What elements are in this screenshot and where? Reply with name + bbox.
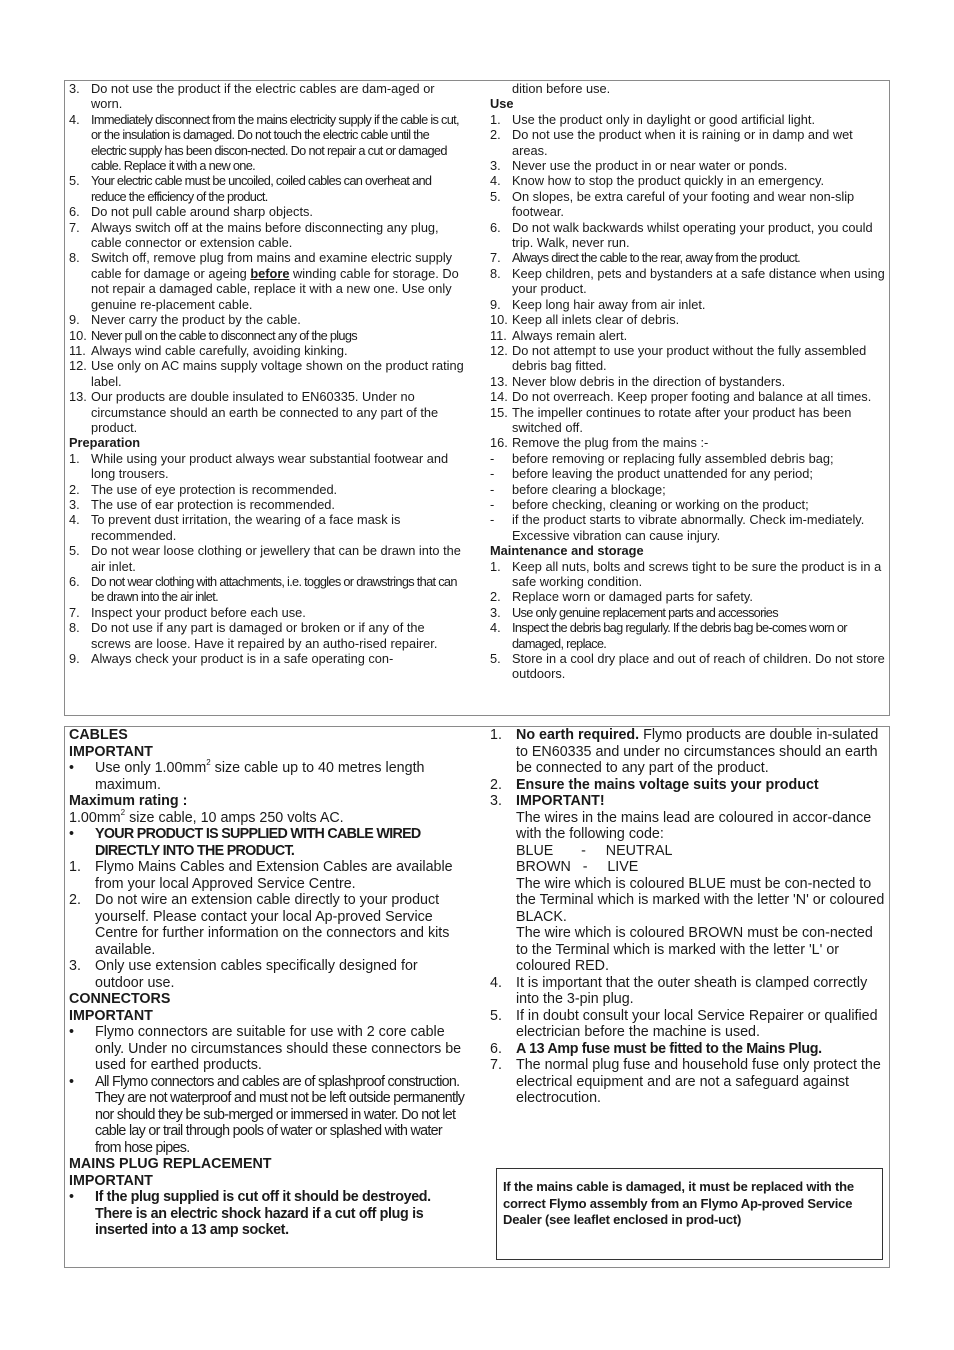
cable-safety-list: [69, 81, 465, 435]
list-item: [69, 620, 465, 651]
item-number: •: [69, 1073, 75, 1090]
list-item: [69, 651, 465, 666]
item-number: 15.: [490, 404, 508, 420]
list-item: [490, 482, 886, 497]
item-text: Use the product only in daylight or good artificial light.: [512, 111, 816, 127]
item-number: 6.: [490, 219, 501, 235]
item-text: Do not overreach. Keep proper footing and balance at all times.: [512, 389, 872, 405]
item-text: Never blow debris in the direction of bystanders.: [512, 373, 786, 389]
list-item: [69, 173, 465, 204]
list-item: [69, 312, 465, 327]
item-text: The use of eye protection is recommended.: [91, 481, 338, 497]
item-number: -: [490, 512, 495, 528]
item-text: Do not walk backwards whilst operating your product, you could trip. Walk, never run.: [512, 219, 873, 251]
item-text: if the product starts to vibrate abnormally. Check im-mediately. Excessive vibration can cause injury.: [512, 512, 865, 543]
list-item: [69, 512, 465, 543]
list-item: 3. IMPORTANT!: [490, 793, 886, 810]
item-text: Immediately disconnect from the mains electricity supply if the cable is cut, or the insulation is damaged. Do not touch the electric cable until the electric supply has been discon-nected. Do not repair a cut or damaged cable. Replace it with a new one.: [91, 111, 459, 174]
item-number: 2.: [490, 127, 501, 143]
item-number: 1.: [69, 859, 81, 875]
bullet: •: [69, 1189, 75, 1205]
item-text: Know how to stop the product quickly in an emergency.: [512, 173, 825, 189]
list-item: [490, 297, 886, 312]
continued-text: dition before use.: [512, 81, 611, 96]
item-number: 12.: [490, 342, 508, 358]
item-text: Inspect the debris bag regularly. If the debris bag be-comes worn or damaged, replace.: [512, 620, 847, 651]
list-item: [69, 1189, 469, 1239]
item-number: -: [490, 496, 495, 512]
item-text: Keep all nuts, bolts and screws tight to be sure the product is in a safe working condition.: [512, 558, 882, 589]
list-item: [69, 204, 465, 219]
cable-size-text: Use only $1.00mm^2$ size cable up to 40 metres length maximum.: [95, 758, 425, 793]
list-item: [490, 651, 886, 682]
item-number: 9.: [490, 296, 501, 312]
item-number: 2.: [490, 589, 501, 605]
item-text: Switch off, remove plug from mains and examine electric supply cable for damage or ageing before winding cable for storage. Do not repair a damaged cable, replace it with a new one. Use only genuine re-placement cable.: [91, 250, 459, 312]
preparation-list: [69, 451, 465, 667]
item-text: Only use extension cables specifically designed for outdoor use.: [95, 958, 418, 991]
blue-wire-text: The wire which is coloured BLUE must be con-nected to the Terminal which is marked with the letter 'N' or coloured BLACK.: [516, 875, 885, 925]
item-text: Keep long hair away from air inlet.: [512, 296, 706, 312]
wiring-column: [490, 727, 886, 1107]
list-item: [490, 559, 886, 590]
list-item: [69, 574, 465, 605]
list-item: [69, 497, 465, 512]
list-item: [69, 859, 469, 892]
list-item: [69, 328, 465, 343]
list-item: 7. The normal plug fuse and household fuse only protect the electrical equipment and are not a safeguard against electrocution.: [490, 1057, 881, 1106]
item-number: 12.: [69, 358, 87, 374]
item-text: Do not pull cable around sharp objects.: [91, 204, 313, 220]
damaged-cable-notice: If the mains cable is damaged, it must be replaced with the correct Flymo assembly from an Flymo Ap-proved Service Dealer (see leaflet enclosed in prod-uct): [496, 1168, 883, 1260]
list-item: [69, 826, 469, 859]
supplied-cable-text: YOUR PRODUCT IS SUPPLIED WITH CABLE WIRED DIRECTLY INTO THE PRODUCT.: [95, 826, 421, 859]
list-item: [490, 435, 886, 450]
list-item: [490, 589, 886, 604]
item-number: 3.: [69, 958, 81, 974]
item-text: Your electric cable must be uncoiled, coiled cables can overheat and reduce the efficiency of the product.: [91, 173, 432, 204]
item-number: -: [490, 466, 495, 482]
item-text: Replace worn or damaged parts for safety.: [512, 589, 753, 605]
item-text: Use only on AC mains supply voltage shown on the product rating label.: [91, 358, 464, 389]
item-text: Always remain alert.: [512, 327, 628, 343]
wire-code-text: The wires in the mains lead are coloured in accor-dance with the following code:: [516, 809, 872, 842]
item-number: 3.: [490, 158, 501, 174]
item-number: 10.: [69, 327, 87, 343]
item-number: -: [490, 450, 495, 466]
item-text: The use of ear protection is recommended.: [91, 496, 335, 512]
item-number: 11.: [490, 327, 507, 343]
list-item: [490, 343, 886, 374]
list-item: [490, 512, 886, 543]
list-item: [490, 620, 886, 651]
rating-text: $1.00mm^2$ size cable, 10 amps 250 volts AC.: [69, 807, 344, 826]
list-item: [69, 343, 465, 358]
brown-wire-text: The wire which is coloured BROWN must be con-nected to the Terminal which is marked with the letter 'L' or coloured RED.: [516, 925, 873, 974]
item-number: 6.: [69, 574, 80, 589]
list-item: [69, 543, 465, 574]
item-number: 3.: [490, 604, 501, 620]
list-item: [490, 466, 886, 481]
item-text: Our products are double insulated to EN60335. Under no circumstance should an earth be connected to any part of the product.: [91, 389, 439, 435]
list-item: [69, 389, 465, 435]
item-number: 2.: [69, 481, 80, 497]
important-label: IMPORTANT!: [516, 793, 605, 809]
cables-heading: CABLES: [69, 727, 128, 743]
important-label: IMPORTANT: [69, 1007, 153, 1024]
item-text: Flymo Mains Cables and Extension Cables are available from your local Approved Service Centre.: [95, 859, 453, 892]
list-item: [69, 1024, 469, 1074]
list-item: [490, 497, 886, 512]
list-item: [490, 266, 886, 297]
item-text: All Flymo connectors and cables are of splashproof construction. They are not waterproof and must not be left outside permanently nor should they be sub-merged or immersed in water. Do not let cable lay or trail through pools of water or splashed with water from hose pipes.: [95, 1073, 465, 1156]
item-text: Do not wear clothing with attachments, i.e. toggles or drawstrings that can be drawn into the air inlet.: [91, 574, 457, 605]
item-number: -: [490, 481, 495, 497]
connectors-list: [69, 1024, 469, 1156]
fuse-label: A 13 Amp fuse must be fitted to the Mains Plug.: [516, 1040, 822, 1057]
list-item: [69, 358, 465, 389]
item-text: before checking, cleaning or working on the product;: [512, 496, 809, 512]
item-number: 5.: [490, 651, 501, 667]
item-text: Always check your product is in a safe operating con-: [91, 651, 394, 667]
item-text: Always switch off at the mains before disconnecting any plug, cable connector or extension cable.: [91, 219, 439, 251]
plug-heading: MAINS PLUG REPLACEMENT: [69, 1156, 272, 1172]
list-item: [490, 374, 886, 389]
right-column: [490, 81, 886, 682]
item-number: 4.: [69, 512, 80, 528]
list-item: [490, 127, 886, 158]
item-text: The impeller continues to rotate after your product has been switched off.: [512, 404, 852, 435]
list-item: [69, 250, 465, 312]
item-number: 13.: [69, 389, 87, 405]
important-label: IMPORTANT: [69, 743, 153, 760]
item-number: 1.: [490, 111, 501, 127]
list-item: [69, 760, 469, 793]
max-rating-heading: Maximum rating :: [69, 793, 188, 809]
list-item: [69, 220, 465, 251]
plug-warning-text: If the plug supplied is cut off it should be destroyed. There is an electric shock hazard if a cut off plug is inserted into a 13 amp socket.: [95, 1189, 431, 1238]
item-text: Do not wire an extension cable directly to your product yourself. Please contact your local Ap-proved Service Centre for further information on the connectors and kits available.: [95, 892, 450, 958]
item-text: Keep all inlets clear of debris.: [512, 312, 680, 328]
safety-instructions-panel: [64, 80, 890, 716]
bullet: •: [69, 760, 75, 776]
important-label: IMPORTANT: [69, 1172, 153, 1189]
list-item: [490, 158, 886, 173]
item-text: before leaving the product unattended for any period;: [512, 466, 813, 482]
use-list: [490, 112, 886, 543]
cables-list: [69, 859, 469, 991]
list-item: [490, 328, 886, 343]
item-number: 4.: [490, 173, 501, 189]
item-number: 5.: [69, 543, 80, 559]
list-item: [490, 389, 886, 404]
item-text: Do not use the product if the electric cables are dam-aged or worn.: [91, 81, 435, 112]
list-item: [69, 605, 465, 620]
item-number: 7.: [69, 219, 80, 235]
item-text: Always direct the cable to the rear, away from the product.: [512, 250, 801, 266]
list-item: [490, 220, 886, 251]
list-item: 6. A 13 Amp fuse must be fitted to the Mains Plug.: [490, 1041, 886, 1058]
item-text: Never pull on the cable to disconnect any of the plugs: [91, 327, 357, 343]
list-item: 2. Ensure the mains voltage suits your product: [490, 777, 886, 794]
item-text: Use only genuine replacement parts and accessories: [512, 604, 778, 620]
item-number: 7.: [69, 604, 80, 620]
item-number: 8.: [490, 265, 501, 281]
item-text: While using your product always wear substantial footwear and long trousers.: [91, 450, 449, 482]
list-item: [490, 312, 886, 327]
item-number: 1.: [490, 558, 501, 574]
list-item: [69, 112, 465, 174]
list-item: 4. It is important that the outer sheath is clamped correctly into the 3-pin plug.: [490, 974, 868, 1007]
item-text: before removing or replacing fully assembled debris bag;: [512, 450, 834, 466]
item-text: Flymo connectors are suitable for use with 2 core cable only. Under no circumstances should these connectors be used for earthed products.: [95, 1024, 462, 1073]
item-number: 7.: [490, 250, 501, 266]
cables-column: [69, 727, 469, 1239]
maintenance-heading: Maintenance and storage: [490, 543, 644, 559]
item-text: Never use the product in or near water or ponds.: [512, 158, 788, 174]
list-item: [490, 112, 886, 127]
maintenance-list: [490, 559, 886, 682]
item-text: Do not use if any part is damaged or broken or if any of the screws are loose. Have it repaired by an autho-rised repairer.: [91, 620, 438, 651]
item-number: 14.: [490, 389, 508, 405]
item-number: 1.: [69, 450, 80, 466]
item-number: 8.: [69, 620, 80, 636]
list-item: [69, 451, 465, 482]
brown-code: BROWN - LIVE: [516, 859, 639, 875]
list-item: [69, 482, 465, 497]
item-text: Never carry the product by the cable.: [91, 312, 301, 328]
use-heading: Use: [490, 96, 514, 112]
list-item: [69, 1074, 469, 1157]
item-number: 4.: [69, 111, 80, 127]
left-column: [69, 81, 465, 666]
item-number: 8.: [69, 250, 80, 266]
item-number: 4.: [490, 620, 501, 636]
list-item: [490, 189, 886, 220]
item-number: 10.: [490, 312, 508, 328]
item-text: before clearing a blockage;: [512, 481, 666, 497]
list-item: [490, 173, 886, 188]
list-item: [69, 892, 469, 958]
item-number: 3.: [69, 496, 80, 512]
voltage-label: Ensure the mains voltage suits your product: [516, 776, 819, 793]
item-text: Inspect your product before each use.: [91, 604, 306, 620]
item-text: Store in a cool dry place and out of reach of children. Do not store outdoors.: [512, 651, 885, 682]
item-text: To prevent dust irritation, the wearing of a face mask is recommended.: [91, 512, 401, 543]
bullet: •: [69, 826, 75, 842]
list-item: [69, 958, 469, 991]
item-number: 16.: [490, 435, 508, 451]
item-text: Always wind cable carefully, avoiding kinking.: [91, 342, 348, 358]
preparation-heading: Preparation: [69, 435, 141, 451]
no-earth-label: No earth required.: [516, 727, 640, 743]
item-number: 5.: [490, 188, 501, 204]
connectors-heading: CONNECTORS: [69, 991, 171, 1007]
list-item: [490, 605, 886, 620]
electrical-info-panel: [64, 726, 890, 1268]
item-number: •: [69, 1024, 75, 1040]
item-text: Do not attempt to use your product without the fully assembled debris bag fitted.: [512, 342, 867, 374]
item-number: 3.: [69, 81, 80, 96]
list-item: 1. No earth required. Flymo products are double in-sulated to EN60335 and under no circumstances should an earth be connected to any part of the product.: [490, 727, 879, 776]
list-item: [490, 250, 886, 265]
item-number: 9.: [69, 651, 80, 667]
item-number: 6.: [69, 204, 80, 220]
item-text: Remove the plug from the mains :-: [512, 435, 709, 451]
list-item: 5. If in doubt consult your local Service Repairer or qualified electrician before the machine is used.: [490, 1007, 878, 1040]
blue-code: BLUE - NEUTRAL: [516, 842, 673, 859]
item-number: 11.: [69, 342, 86, 358]
item-text: Do not use the product when it is raining or in damp and wet areas.: [512, 127, 853, 158]
item-text: Do not wear loose clothing or jewellery that can be drawn into the air inlet.: [91, 543, 461, 574]
item-number: 9.: [69, 312, 80, 328]
item-text: On slopes, be extra careful of your footing and wear non-slip footwear.: [512, 188, 855, 220]
item-text: Keep children, pets and bystanders at a safe distance when using your product.: [512, 265, 885, 297]
list-item: [490, 405, 886, 436]
list-item: [69, 81, 465, 112]
item-number: 13.: [490, 373, 508, 389]
list-item: [490, 451, 886, 466]
item-number: 2.: [69, 892, 81, 908]
item-number: 5.: [69, 173, 80, 189]
